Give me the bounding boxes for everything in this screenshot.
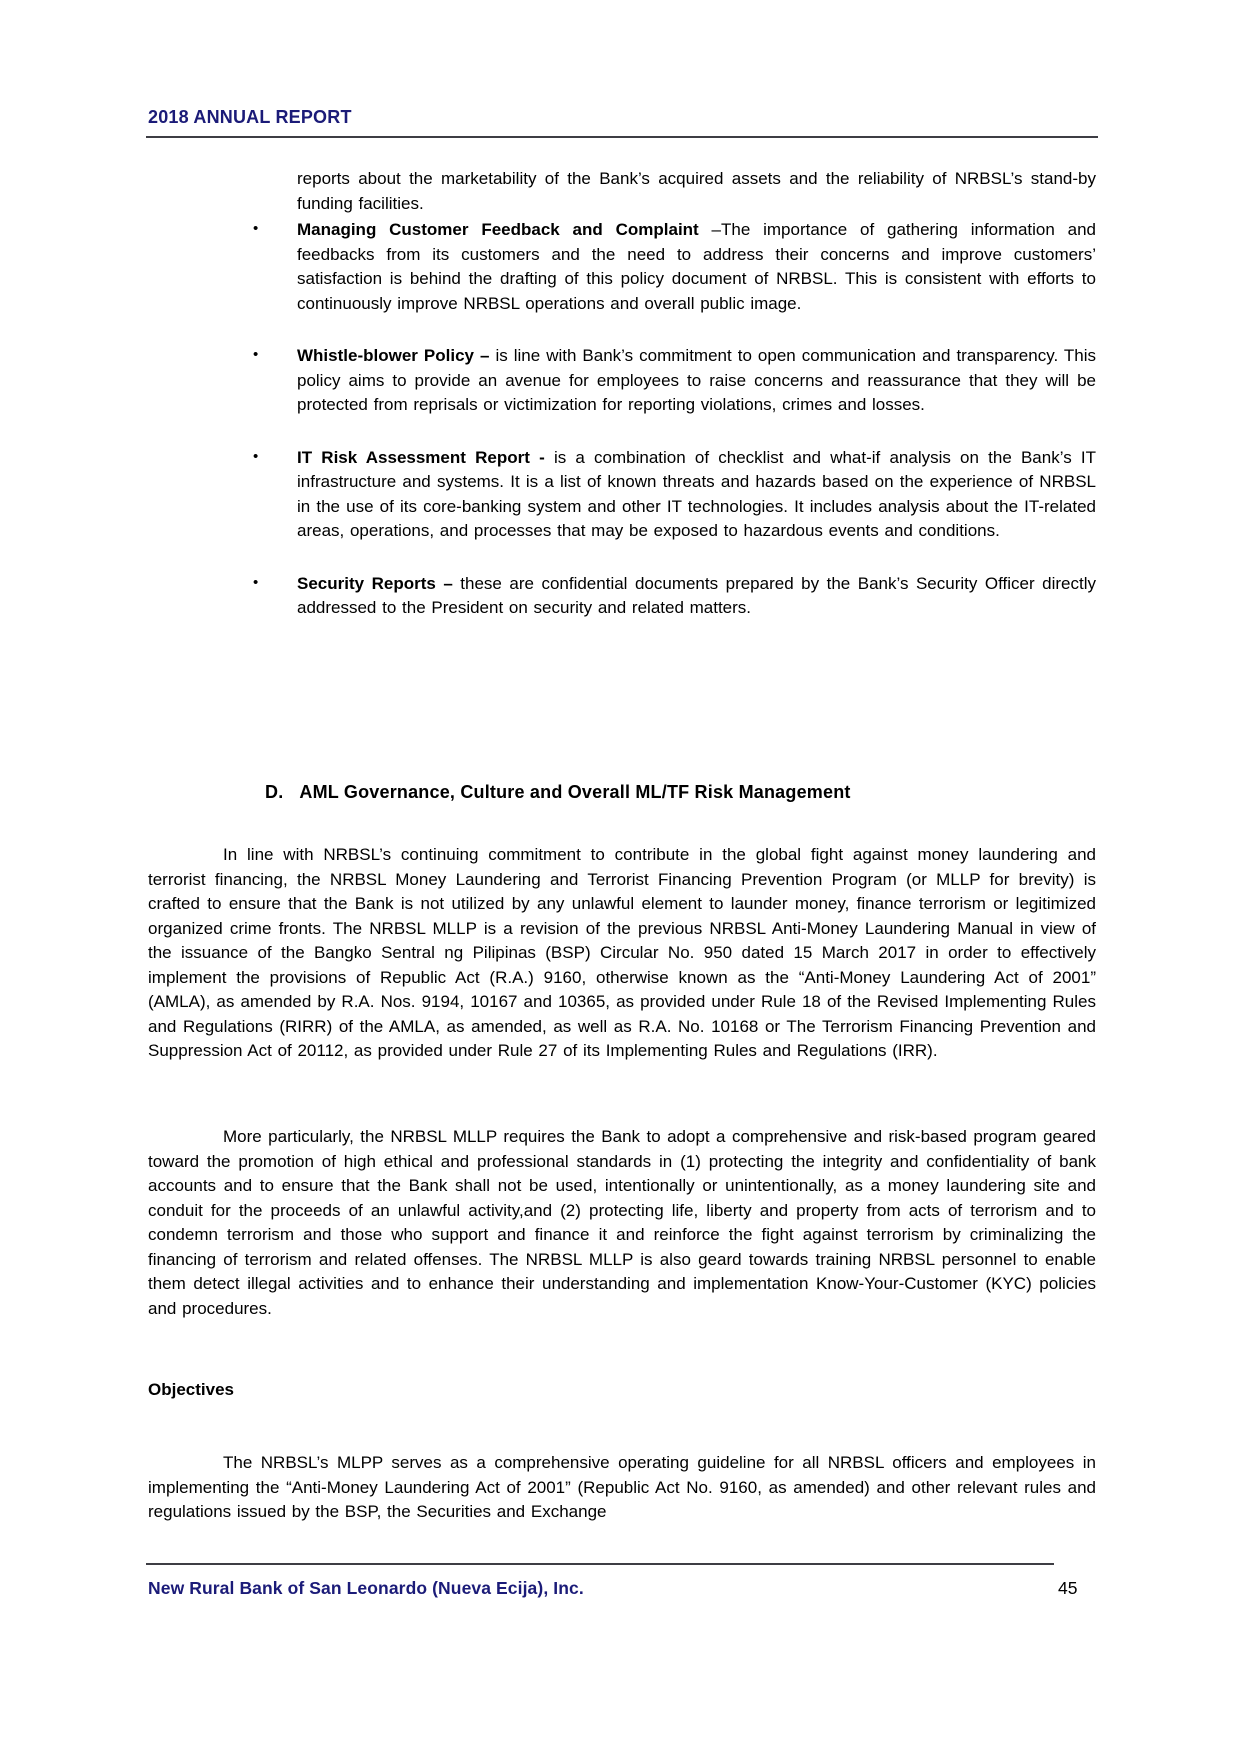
bullet-text: –The importance of gathering information and feedbacks from its customers and the need to address their concerns and improve customers’ satisfaction is behind the drafting of this policy document of NRBSL. This is consistent with efforts to continuously improve NRBSL operations and overall public image. (297, 220, 1096, 313)
section-label: D. (265, 782, 284, 802)
policy-bullet-list (148, 218, 1096, 649)
objectives-paragraph: The NRBSL’s MLPP serves as a comprehensive operating guideline for all NRBSL officers and employees in implementing the “Anti-Money Laundering Act of 2001” (Republic Act No. 9160, as amended) and other relevant rules and regulations issued by the BSP, the Securities and Exchange (148, 1453, 1096, 1521)
footer-bank-name: New Rural Bank of San Leonardo (Nueva Ecija), Inc. (148, 1578, 584, 1598)
intro-continuation-paragraph: reports about the marketability of the Bank’s acquired assets and the reliability of NRBSL’s stand-by funding facilities. (297, 169, 1096, 213)
bullet-item-managing-customer-feedback (148, 218, 1096, 316)
bullet-item-it-risk-assessment (148, 446, 1096, 544)
bullet-icon: • (253, 573, 259, 591)
footer-page-number: 45 (1058, 1578, 1078, 1598)
footer-rule (146, 1563, 1054, 1565)
bullet-text: is a combination of checklist and what-if analysis on the Bank’s IT infrastructure and systems. It is a list of known threats and hazards based on the experience of NRBSL in the use of its core-banking system and other IT technologies. It includes analysis about the IT-related areas, operations, and processes that may be exposed to hazardous events and conditions. (297, 447, 1096, 540)
bullet-icon: • (253, 447, 259, 465)
bullet-text: is line with Bank’s commitment to open communication and transparency. This policy aims to provide an avenue for employees to raise concerns and reassurance that they will be protected from reprisals or victimization for reporting violations, crimes and losses. (297, 346, 1096, 414)
aml-paragraph-1: In line with NRBSL’s continuing commitment to contribute in the global fight against money laundering and terrorist financing, the NRBSL Money Laundering and Terrorist Financing Prevention Program (or MLLP for brevity) is crafted to ensure that the Bank is not utilized by any unlawful element to launder money, finance terrorism or legitimized organized crime fronts. The NRBSL MLLP is a revision of the previous NRBSL Anti-Money Laundering Manual in view of the issuance of the Bangko Sentral ng Pilipinas (BSP) Circular No. 950 dated 15 March 2017 in order to effectively implement the provisions of Republic Act (R.A.) 9160, otherwise known as the “Anti-Money Laundering Act of 2001” (AMLA), as amended by R.A. Nos. 9194, 10167 and 10365, as provided under Rule 18 of the Revised Implementing Rules and Regulations (RIRR) of the AMLA, as amended, as well as R.A. No. 10168 or The Terrorism Financing Prevention and Suppression Act of 20112, as provided under Rule 27 of its Implementing Rules and Regulations (IRR). (148, 845, 1096, 1060)
aml-paragraph-2: More particularly, the NRBSL MLLP requires the Bank to adopt a comprehensive and risk-based program geared toward the promotion of high ethical and professional standards in (1) protecting the integrity and confidentiality of bank accounts and to ensure that the Bank shall not be used, intentionally or unintentionally, as a money laundering site and conduit for the proceeds of an unlawful activity,and (2) protecting life, liberty and property from acts of terrorism and to condemn terrorism and those who support and finance it and reinforce the fight against terrorism by criminalizing the financing of terrorism and related offenses. The NRBSL MLLP is also geard towards training NRBSL personnel to enable them detect illegal activities and to enhance their understanding and implementation Know-Your-Customer (KYC) policies and procedures. (148, 1127, 1096, 1318)
bullet-title: Security Reports – (297, 573, 453, 593)
section-title: AML Governance, Culture and Overall ML/TF Risk Management (299, 782, 851, 802)
bullet-title: IT Risk Assessment Report - (297, 447, 545, 467)
bullet-item-whistle-blower-policy (148, 344, 1096, 418)
report-header-title: 2018 ANNUAL REPORT (148, 107, 352, 127)
bullet-icon: • (253, 220, 259, 237)
header-rule (146, 136, 1098, 138)
bullet-item-security-reports (148, 572, 1096, 621)
bullet-title: Managing Customer Feedback and Complaint (297, 220, 699, 239)
objectives-heading: Objectives (148, 1380, 234, 1399)
bullet-icon: • (253, 346, 259, 363)
bullet-text: these are confidential documents prepared by the Bank’s Security Officer directly addressed to the President on security and related matters. (297, 573, 1096, 617)
section-heading-aml-governance (265, 780, 851, 805)
bullet-title: Whistle-blower Policy – (297, 346, 490, 365)
